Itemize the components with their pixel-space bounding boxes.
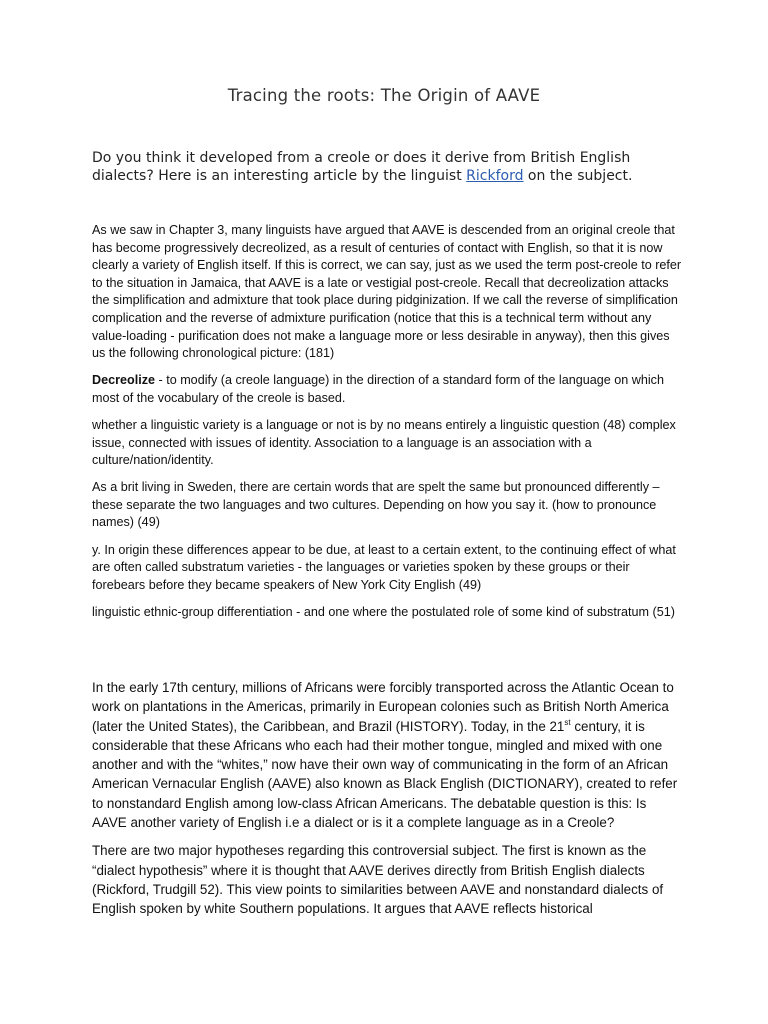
note-paragraph: whether a linguistic variety is a language or not is by no means entirely a linguistic question (48) complex issue, connected with issues of identity. Association to a language is an association with a culture/nation/identity. bbox=[92, 417, 676, 468]
essay-paragraph: There are two major hypotheses regarding this controversial subject. The first is known as the “dialect hypothesis” where it is thought that AAVE derives directly from British English dialects (Rickford, Trudgill 52). This view points to similarities between AAVE and nonstandard dialects of English spoken by white Southern populations. It argues that AAVE reflects historical bbox=[92, 843, 664, 917]
essay-text: In the early 17th century, millions of Africans were forcibly transported across the Atlantic Ocean to work on plantations in the Americas, primarily in European colonies such as British North America (later the United States), the Caribbean, and Brazil (HISTORY). Today, in the 21 bbox=[92, 680, 674, 734]
note-paragraph: As a brit living in Sweden, there are certain words that are spelt the same but pronounced differently – these separate the two languages and two cultures. Depending on how you say it. (how to pronounce names) (49) bbox=[92, 480, 660, 530]
essay-section bbox=[92, 678, 682, 928]
definition-text: - to modify (a creole language) in the direction of a standard form of the language on which most of the vocabulary of the creole is based. bbox=[92, 373, 664, 405]
page-title: Tracing the roots: The Origin of AAVE bbox=[227, 86, 541, 105]
note-paragraph: y. In origin these differences appear to be due, at least to a certain extent, to the continuing effect of what are often called substratum varieties - the languages or varieties spoken by these groups or their forebears before they became speakers of New York City English (49) bbox=[92, 542, 676, 592]
definition-paragraph bbox=[92, 372, 682, 407]
intro-paragraph bbox=[92, 150, 682, 185]
ordinal-superscript: st bbox=[564, 717, 571, 727]
note-paragraph: linguistic ethnic-group differentiation - and one where the postulated role of some kind of substratum (51) bbox=[92, 604, 675, 619]
notes-section bbox=[92, 222, 682, 631]
intro-text: Do you think it developed from a creole or does it derive from British English dialects? Here is an interesting article by the linguist bbox=[92, 150, 631, 184]
rickford-link[interactable]: Rickford bbox=[466, 167, 524, 184]
essay-paragraph bbox=[92, 678, 682, 832]
essay-text: century, it is considerable that these Africans who each had their mother tongue, mingled and mixed with one another and with the “whites,” now have their own way of communicating in the form of an African American Vernacular English (AAVE) also known as Black English (DICTIONARY), created to refer to nonstandard English among low-class African Americans. The debatable question is this: Is AAVE another variety of English i.e a dialect or is it a complete language as in a Creole? bbox=[92, 718, 678, 831]
note-paragraph: As we saw in Chapter 3, many linguists have argued that AAVE is descended from an original creole that has become progressively decreolized, as a result of centuries of contact with English, so that it is now clearly a variety of English itself. If this is correct, we can say, just as we used the term post-creole to refer to the situation in Jamaica, that AAVE is a late or vestigial post-creole. Recall that decreolization attacks the simplification and admixture that took place during pidginization. If we call the reverse of simplification complication and the reverse of admixture purification (notice that this is a technical term without any value-loading - purification does not make a language more or less desirable in anyway), then this gives us the following chronological picture: (181) bbox=[92, 223, 682, 361]
intro-text-end: on the subject. bbox=[523, 167, 633, 184]
definition-term: Decreolize bbox=[92, 373, 155, 388]
